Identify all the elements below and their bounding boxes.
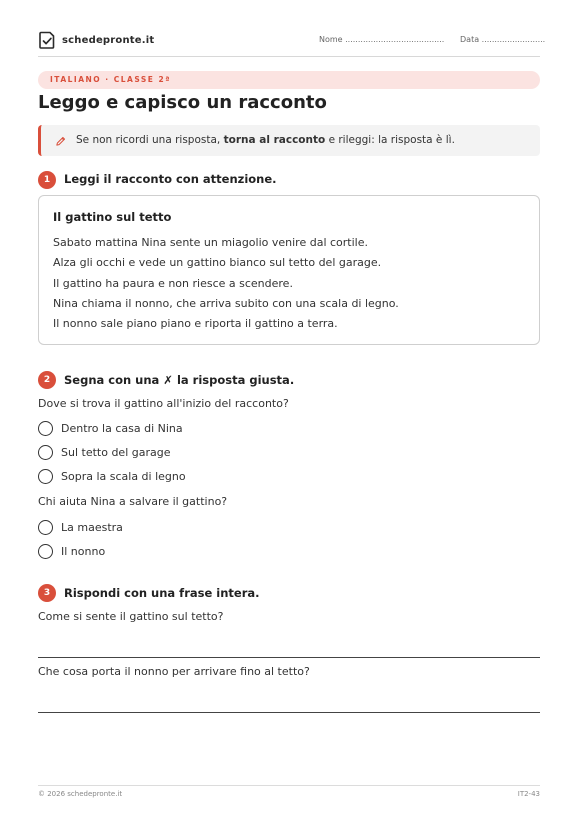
section-title-2: Segna con una ✗ la risposta giusta. (64, 373, 295, 387)
page-title: Leggo e capisco un racconto (38, 92, 327, 113)
pencil-icon (55, 136, 66, 147)
tip-text-end: e rileggi: la risposta è lì. (328, 134, 455, 146)
brand-name: schedepronte.it (62, 34, 155, 46)
footer-copyright: © 2026 schedepronte.it (38, 790, 123, 798)
radio-circle-icon[interactable] (38, 469, 53, 484)
tip-box (38, 125, 540, 156)
footer-divider (38, 785, 540, 786)
story-line: Nina chiama il nonno, che arriva subito con una scala di legno. (53, 297, 399, 310)
tip-text-start: Se non ricordi una risposta, (76, 134, 221, 146)
section-number-1: 1 (38, 171, 56, 189)
open-question-2: Che cosa porta il nonno per arrivare fino al tetto? (38, 665, 310, 678)
date-field[interactable]: Data ......................... (460, 35, 546, 44)
story-box (38, 195, 540, 345)
option-label: La maestra (61, 521, 123, 534)
radio-circle-icon[interactable] (38, 544, 53, 559)
story-line: Sabato mattina Nina sente un miagolio venire dal cortile. (53, 236, 368, 249)
section-title-1: Leggi il racconto con attenzione. (64, 172, 277, 186)
category-badge (38, 71, 540, 89)
option-label: Dentro la casa di Nina (61, 422, 183, 435)
story-line: Alza gli occhi e vede un gattino bianco sul tetto del garage. (53, 256, 382, 269)
tip-text-bold: torna al racconto (223, 134, 326, 146)
answer-line-1[interactable] (38, 657, 540, 658)
option-label: Il nonno (61, 545, 106, 558)
quiz-option[interactable] (38, 421, 183, 436)
checklist-icon (38, 30, 56, 50)
option-label: Sopra la scala di legno (61, 470, 186, 483)
option-label: Sul tetto del garage (61, 446, 171, 459)
name-field[interactable]: Nome ....................................... (319, 35, 445, 44)
section-number-3: 3 (38, 584, 56, 602)
story-title: Il gattino sul tetto (53, 210, 172, 224)
category-label: ITALIANO · CLASSE 2ª (50, 75, 171, 84)
story-line: Il gattino ha paura e non riesce a scendere. (53, 277, 293, 290)
quiz-question-1: Dove si trova il gattino all'inizio del racconto? (38, 397, 289, 410)
radio-circle-icon[interactable] (38, 520, 53, 535)
quiz-question-2: Chi aiuta Nina a salvare il gattino? (38, 495, 228, 508)
answer-line-2[interactable] (38, 712, 540, 713)
quiz-option[interactable] (38, 445, 170, 460)
open-question-1: Come si sente il gattino sul tetto? (38, 610, 224, 623)
quiz-option[interactable] (38, 544, 105, 559)
tip-text (76, 134, 455, 146)
brand-logo (38, 30, 154, 50)
radio-circle-icon[interactable] (38, 421, 53, 436)
section-title-3: Rispondi con una frase intera. (64, 586, 260, 600)
quiz-option[interactable] (38, 520, 123, 535)
quiz-option[interactable] (38, 469, 186, 484)
radio-circle-icon[interactable] (38, 445, 53, 460)
header-divider (38, 56, 540, 57)
story-line: Il nonno sale piano piano e riporta il gattino a terra. (53, 317, 338, 330)
section-number-2: 2 (38, 371, 56, 389)
footer-code: IT2-43 (517, 790, 540, 798)
